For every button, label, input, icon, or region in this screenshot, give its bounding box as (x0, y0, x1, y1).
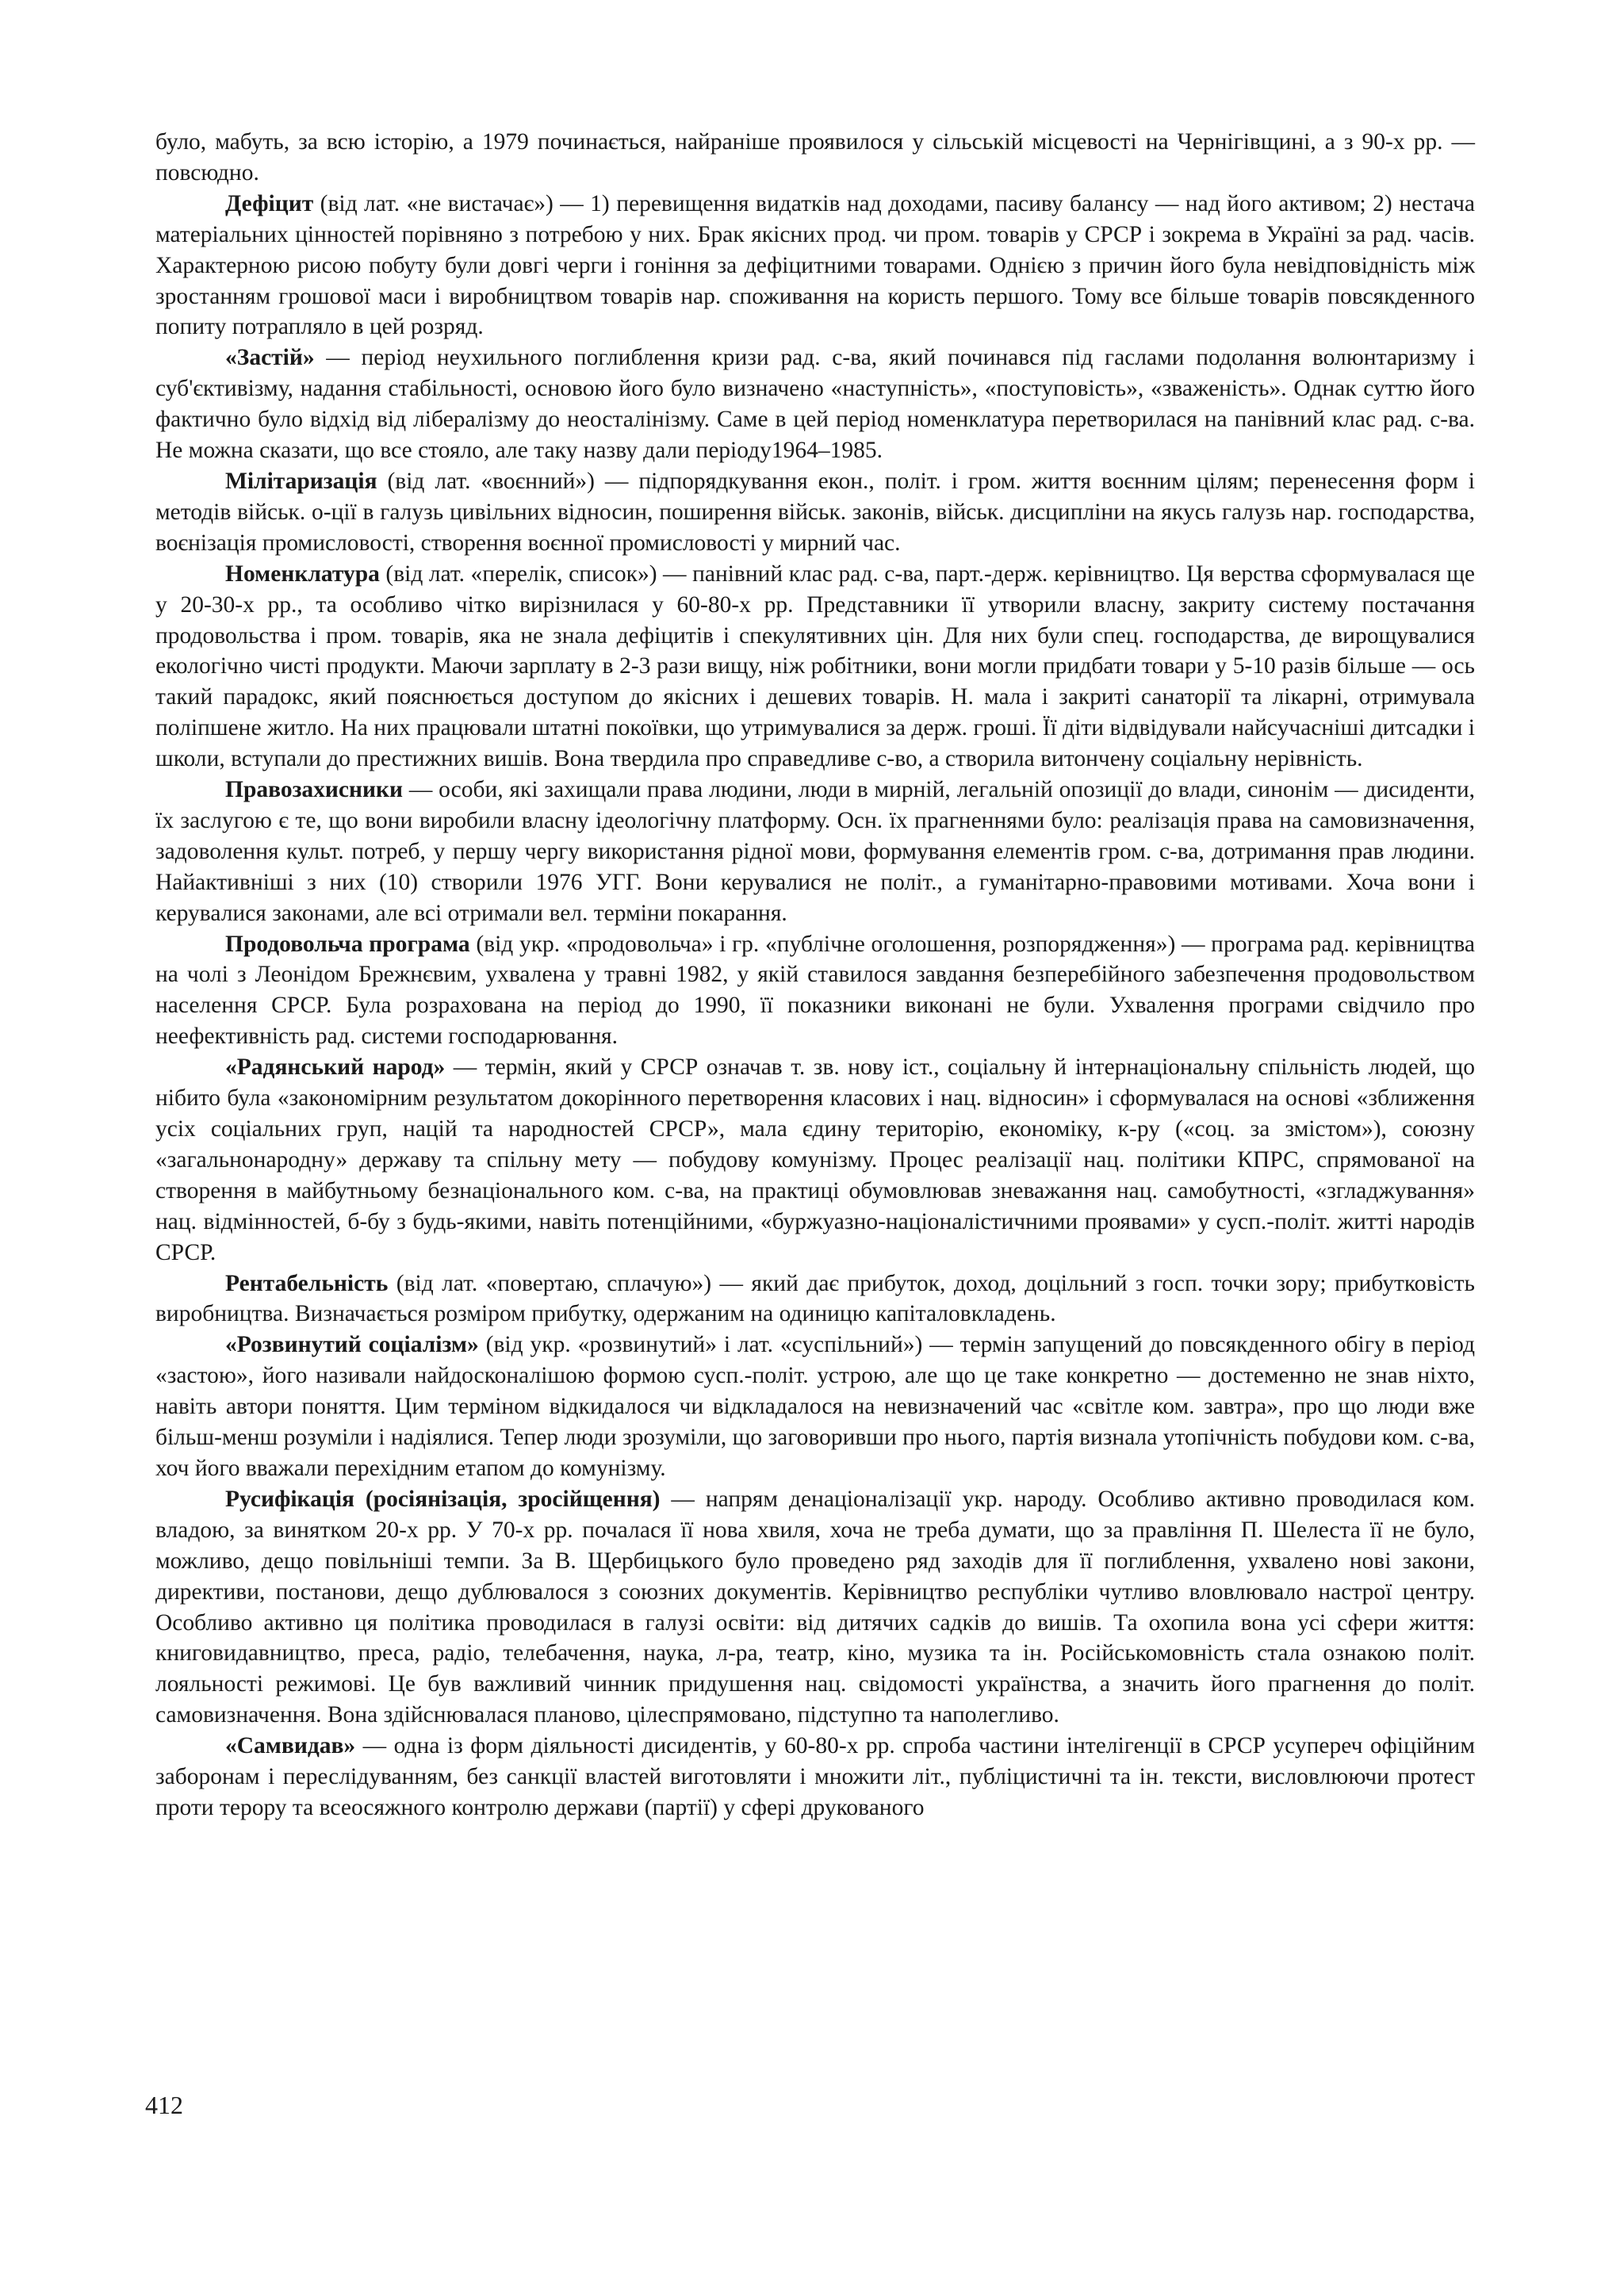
term-stagnation: «Застій» (225, 345, 315, 371)
definition-militarization: (від лат. «воєнний») — підпорядкування екон., політ. і гром. життя воєнним цілям; перенесення форм і методів військ. о-ції в галузь цивільних відносин, поширення військ. законів, військ. дисципліни на якусь галузь нар. господарства, воєнізація промисловості, створення воєнної промисловості у мирний час. (155, 468, 1475, 556)
term-deficit: Дефіцит (225, 190, 314, 216)
definition-soviet-people: — термін, який у СРСР означав т. зв. нову іст., соціальну й інтернаціональну спільність людей, що нібито була «закономірним результатом докорінного перетворення класових і нац. відносин» і сформувалася на основі «зближення усіх соціальних груп, націй та народностей СРСР», мала єдину територію, економіку, к-ру («соц. за змістом»), союзну «загальнонародну» державу та спільну мету — побудову комунізму. Процес реалізації нац. політики КПРС, спрямованої на створення в майбутньому безнаціонального ком. с-ва, на практиці обумовлював зневажання нац. самобутності, «згладжування» нац. відмінностей, б-бу з будь-якими, навіть потенційними, «буржуазно-націоналістичними проявами» у сусп.-політ. житті народів СРСР. (155, 1054, 1475, 1265)
entry-deficit (155, 189, 1475, 343)
term-food-program: Продовольча програма (225, 931, 470, 957)
entry-stagnation (155, 342, 1475, 466)
entry-profitability (155, 1269, 1475, 1330)
term-soviet-people: «Радянський народ» (225, 1054, 446, 1081)
term-nomenclature: Номенклатура (225, 561, 380, 587)
entry-nomenclature (155, 559, 1475, 775)
entry-soviet-people (155, 1052, 1475, 1268)
definition-profitability: (від лат. «повертаю, сплачую») — який дає прибуток, доход, доцільний з госп. точки зору; прибутковість виробництва. Визначається розміром прибутку, одержаним на одиницю капіталовкладень. (155, 1270, 1475, 1327)
entry-food-program (155, 929, 1475, 1053)
definition-russification: — напрям денаціоналізації укр. народу. Особливо активно проводилася ком. владою, за винятком 20-х рр. У 70-х рр. почалася її нова хвиля, хоча не треба думати, що за правління П. Шелеста її не було, можливо, дещо повільніші темпи. За В. Щербицького було проведено ряд заходів для її поглиблення, ухвалено нові закони, директиви, постанови, дещо дублювалося з союзних документів. Керівництво республіки чутливо вловлювало настрої центру. Особливо активно ця політика проводилася в галузі освіти: від дитячих садків до вишів. Та охопила вона усі сфери життя: книговидавництво, преса, радіо, телебачення, наука, л-ра, театр, кіно, музика та ін. Російськомовність стала ознакою політ. лояльності режимові. Це був важливий чинник придушення нац. свідомості українства, а значить його прагнення до політ. самовизначення. Вона здійснювалася планово, цілеспрямовано, підступно та наполегливо. (155, 1486, 1475, 1728)
entry-samizdat (155, 1731, 1475, 1823)
page-number: 412 (145, 2091, 183, 2119)
page-body (155, 127, 1475, 1823)
term-profitability: Рентабельність (225, 1270, 389, 1296)
definition-stagnation: — період неухильного поглиблення кризи рад. с-ва, який починався під гаслами подолання волюнтаризму і суб'єктивізму, надання стабільності, основою його було визначено «наступність», «поступовість», «зваженість». Однак суттю його фактично було відхід від лібералізму до неосталінізму. Саме в цей період номенклатура перетворилася на панівний клас рад. с-ва. Не можна сказати, що все стояло, але таку назву дали періоду1964–1985. (155, 345, 1475, 464)
definition-food-program: (від укр. «продовольча» і гр. «публічне оголошення, розпорядження») — програма рад. керівництва на чолі з Леонідом Брежнєвим, ухвалена у травні 1982, у якій ставилося завдання безперебійного забезпечення продовольством населення СРСР. Була розрахована на період до 1990, її показники виконані не були. Ухвалення програми свідчило про неефективність рад. системи господарювання. (155, 931, 1476, 1050)
intro-paragraph: було, мабуть, за всю історію, а 1979 починається, найраніше проявилося у сільській місцевості на Чернігівщині, а з 90-х рр. — повсюдно. (155, 129, 1475, 186)
entry-russification (155, 1484, 1475, 1731)
definition-deficit: (від лат. «не вистачає») — 1) перевищення видатків над доходами, пасиву балансу — над його активом; 2) нестача матеріальних цінностей порівняно з потребою у них. Брак якісних прод. чи пром. товарів у СРСР і зокрема в Україні за рад. часів. Характерною рисою побуту були довгі черги і гоніння за дефіцитними товарами. Однією з причин його була невідповідність між зростанням грошової маси і виробництвом товарів нар. споживання на користь першого. Тому все більше товарів повсякденного попиту потрапляло в цей розряд. (155, 190, 1475, 340)
term-militarization: Мілітаризація (225, 468, 377, 494)
entry-militarization (155, 466, 1475, 559)
term-samizdat: «Самвидав» (225, 1733, 356, 1759)
definition-human-rights-defenders: — особи, які захищали права людини, люди в мирній, легальній опозиції до влади, синонім — дисиденти, їх заслугою є те, що вони виробили власну ідеологічну платформу. Осн. їх прагненнями було: реалізація права на самовизначення, задоволення культ. потреб, у першу чергу використання рідної мови, формування елементів гром. с-ва, дотримання прав людини. Найактивніші з них (10) створили 1976 УГГ. Вони керувалися не політ., а гуманітарно-правовими мотивами. Хоча вони і керувалися законами, але всі отримали вел. терміни покарання. (155, 777, 1475, 926)
term-human-rights-defenders: Правозахисники (225, 777, 404, 803)
definition-developed-socialism: (від укр. «розвинутий» і лат. «суспільний») — термін запущений до повсякденного обігу в період «застою», його називали найдосконалішою формою сусп.-політ. устрою, але що це таке конкретно — достеменно не знав ніхто, навіть автори поняття. Цим терміном відкидалося чи відкладалося на невизначений час «світле ком. завтра», про що люди вже більш-менш розуміли і надіялися. Тепер люди зрозуміли, що заговоривши про нього, партія визнала утопічність побудови ком. с-ва, хоч його вважали перехідним етапом до комунізму. (155, 1332, 1475, 1481)
term-russification: Русифікація (росіянізація, зросійщення) (225, 1486, 661, 1512)
definition-nomenclature: (від лат. «перелік, список») — панівний клас рад. с-ва, парт.-держ. керівництво. Ця верства сформувалася ще у 20-30-х рр., та особливо чітко вирізнилася у 60-80-х рр. Представники її утворили власну, закриту систему постачання продовольства і пром. товарів, яка не знала дефіцитів і спекулятивних цін. Для них були спец. господарства, де вирощувалися екологічно чисті продукти. Маючи зарплату в 2-3 рази вищу, ніж робітники, вони могли придбати товари у 5-10 разів більше — ось такий парадокс, який пояснюється доступом до якісних і дешевих товарів. Н. мала і закриті санаторії та лікарні, отримувала поліпшене житло. На них працювали штатні покоївки, що утримувалися за держ. гроші. Її діти відвідували найсучасніші дитсадки і школи, вступали до престижних вишів. Вона твердила про справедливе с-во, а створила витончену соціальну нерівність. (155, 561, 1475, 772)
definition-samizdat: — одна із форм діяльності дисидентів, у 60-80-х рр. спроба частини інтелігенції в СРСР усупереч офіційним заборонам і переслідуванням, без санкції властей виготовляти і множити літ., публіцистичні та ін. тексти, висловлюючи протест проти терору та всеосяжного контролю держави (партії) у сфері друкованого (155, 1733, 1475, 1820)
entry-human-rights-defenders (155, 775, 1475, 929)
entry-developed-socialism (155, 1330, 1475, 1484)
term-developed-socialism: «Розвинутий соціалізм» (225, 1332, 479, 1358)
